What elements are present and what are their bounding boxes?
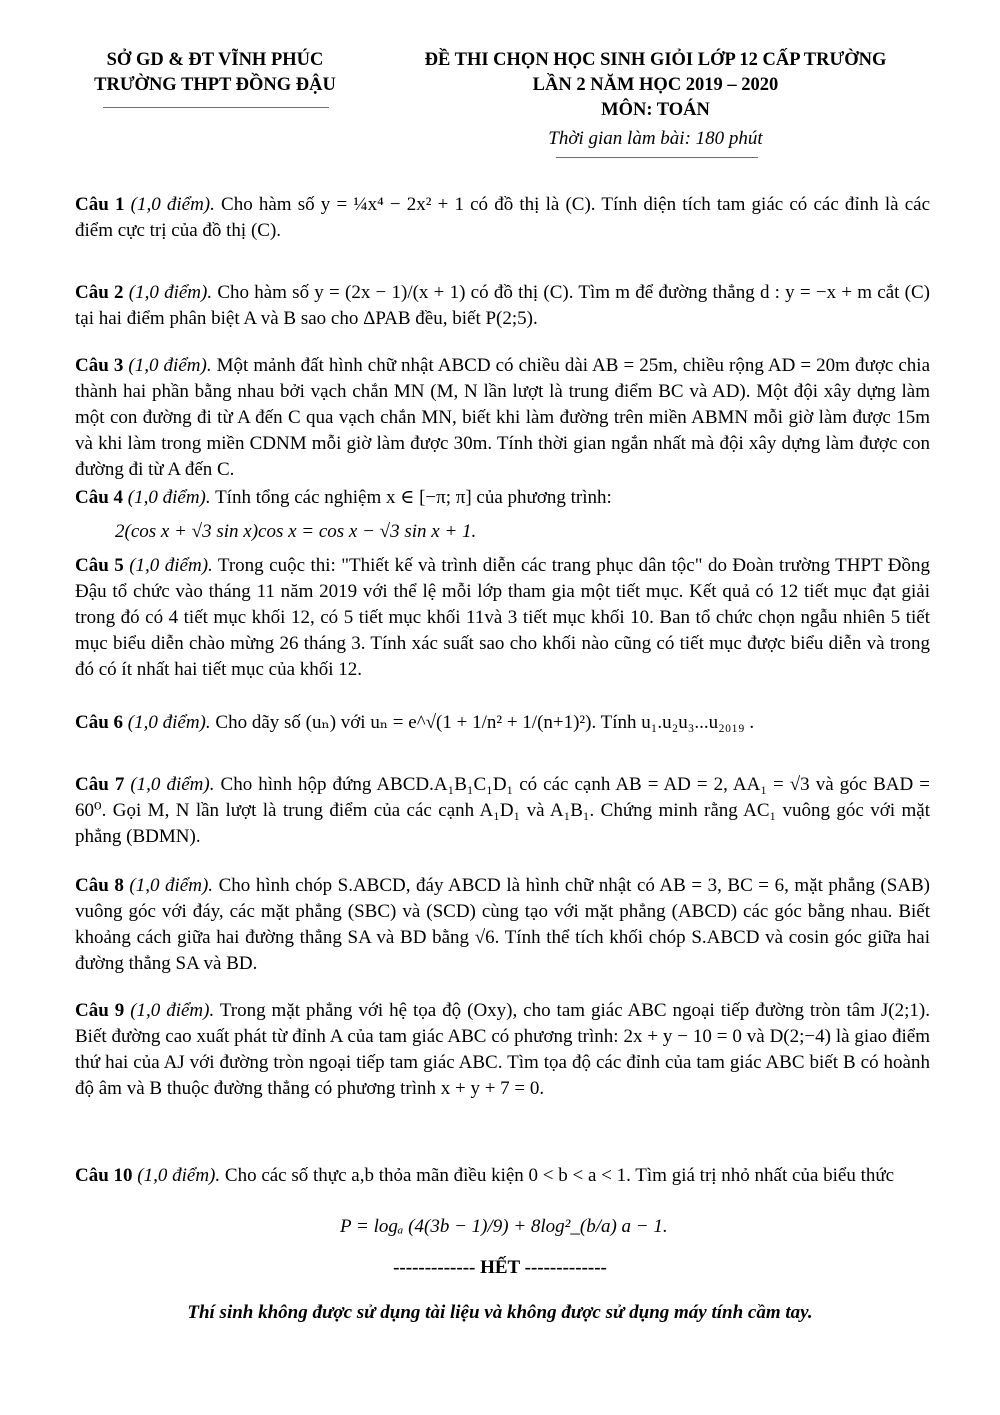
- question-label: Câu 7: [75, 774, 125, 795]
- question-text: Cho các số thực a,b thỏa mãn điều kiện 0 < b < a < 1. Tìm giá trị nhỏ nhất của biểu thức: [224, 1165, 895, 1186]
- question-label: Câu 9: [75, 1000, 125, 1021]
- question-4: [75, 485, 930, 511]
- question-points: (1,0 điểm).: [127, 712, 211, 733]
- department-name: SỞ GD & ĐT VĨNH PHÚC: [106, 50, 324, 70]
- question-8: [75, 873, 930, 977]
- header-left: [70, 48, 360, 98]
- question-points: (1,0 điểm).: [128, 282, 213, 303]
- header-right-underline: [556, 157, 758, 158]
- question-label: Câu 10: [75, 1165, 133, 1186]
- question-points: (1,0 điểm).: [130, 194, 215, 215]
- question-text: Tính tổng các nghiệm x ∈ [−π; π] của phương trình:: [215, 487, 612, 508]
- question-label: Câu 4: [75, 487, 124, 508]
- question-2: [75, 280, 930, 332]
- question-10: [75, 1163, 930, 1189]
- question-10-expression: P = logₐ (4(3b − 1)/9) + 8log²_(b/a) a − 1.: [340, 1216, 668, 1237]
- question-points: (1,0 điểm).: [130, 774, 215, 795]
- header-right: [378, 48, 933, 151]
- question-text: Cho hình hộp đứng ABCD.A₁B₁C₁D₁ có các cạnh AB = AD = 2, AA₁ = √3 và góc BAD = 60⁰. Gọi M, N lần lượt là trung điểm của các cạnh A₁D₁ và A₁B₁. Chứng minh rằng AC₁ vuông góc với mặt phẳng (BDMN).: [75, 774, 930, 847]
- question-text: Một mảnh đất hình chữ nhật ABCD có chiều dài AB = 25m, chiều rộng AD = 20m được chia thành hai phần bằng nhau bởi vạch chắn MN (M, N lần lượt là trung điểm BC và AD). Một đội xây dựng làm một con đường đi từ A đến C qua vạch chắn MN, biết khi làm đường trên miền ABMN mỗi giờ làm được 15m và khi làm trong miền CDNM mỗi giờ làm được 30m. Tính thời gian ngắn nhất mà đội xây dựng làm được con đường đi từ A đến C.: [75, 355, 930, 480]
- question-5: [75, 553, 930, 683]
- question-7: [75, 772, 930, 850]
- end-marker: ------------- HẾT -------------: [393, 1257, 607, 1278]
- question-points: (1,0 điểm).: [129, 555, 213, 576]
- question-label: Câu 8: [75, 875, 124, 896]
- school-name: TRƯỜNG THPT ĐỒNG ĐẬU: [94, 75, 336, 95]
- question-text: Trong cuộc thi: "Thiết kế và trình diễn các trang phục dân tộc" do Đoàn trường THPT Đồng Đậu tổ chức vào tháng 11 năm 2019 với thể lệ mỗi lớp tham gia một tiết mục. Kết quả có 12 tiết mục đạt giải trong đó có 4 tiết mục khối 12, có 5 tiết mục khối 11và 3 tiết mục khối 10. Ban tổ chức chọn ngẫu nhiên 5 tiết mục biểu diễn chào mừng 26 tháng 3. Tính xác suất sao cho khối nào cũng có tiết mục được biểu diễn và trong đó có ít nhất hai tiết mục của khối 12.: [75, 555, 930, 680]
- question-points: (1,0 điểm).: [130, 1000, 215, 1021]
- question-1: [75, 192, 930, 244]
- question-points: (1,0 điểm).: [127, 487, 211, 508]
- question-label: Câu 2: [75, 282, 124, 303]
- question-text: Cho hình chóp S.ABCD, đáy ABCD là hình chữ nhật có AB = 3, BC = 6, mặt phẳng (SAB) vuông góc với đáy, các mặt phẳng (SBC) và (SCD) cùng tạo với mặt phẳng (ABCD) các góc bằng nhau. Biết khoảng cách giữa hai đường thẳng SA và BD bằng √6. Tính thể tích khối chóp S.ABCD và cosin góc giữa hai đường thẳng SA và BD.: [75, 875, 931, 974]
- question-text: Cho hàm số y = ¼x⁴ − 2x² + 1 có đồ thị là (C). Tính diện tích tam giác có các đỉnh là các điểm cực trị của đồ thị (C).: [75, 194, 931, 241]
- footer-note: Thí sinh không được sử dụng tài liệu và không được sử dụng máy tính cầm tay.: [187, 1302, 813, 1323]
- question-label: Câu 5: [75, 555, 124, 576]
- question-label: Câu 6: [75, 712, 124, 733]
- question-label: Câu 3: [75, 355, 124, 376]
- question-points: (1,0 điểm).: [137, 1165, 221, 1186]
- question-6: [75, 710, 930, 736]
- question-4-equation: 2(cos x + √3 sin x)cos x = cos x − √3 sin x + 1.: [115, 521, 477, 542]
- question-text: Trong mặt phẳng với hệ tọa độ (Oxy), cho tam giác ABC ngoại tiếp đường tròn tâm J(2;1). Biết đường cao xuất phát từ đỉnh A của tam giác ABC có phương trình: 2x + y − 10 = 0 và D(2;−4) là giao điểm thứ hai của AJ với đường tròn ngoại tiếp tam giác ABC. Tìm tọa độ các đỉnh của tam giác ABC biết B có hoành độ âm và B thuộc đường thẳng có phương trình x + y + 7 = 0.: [75, 1000, 930, 1099]
- exam-duration: Thời gian làm bài: 180 phút: [548, 128, 763, 149]
- header-left-underline: [103, 107, 329, 108]
- question-text: Cho hàm số y = (2x − 1)/(x + 1) có đồ thị (C). Tìm m để đường thẳng d : y = −x + m cắt (C) tại hai điểm phân biệt A và B sao cho ΔPAB đều, biết P(2;5).: [75, 282, 930, 329]
- question-3: [75, 353, 930, 483]
- question-text: Cho dãy số (uₙ) với uₙ = e^√(1 + 1/n² + 1/(n+1)²). Tính u₁.u₂u₃...u₂₀₁₉ .: [215, 712, 755, 733]
- exam-title: ĐỀ THI CHỌN HỌC SINH GIỎI LỚP 12 CẤP TRƯỜNG: [424, 50, 887, 70]
- question-label: Câu 1: [75, 194, 125, 215]
- exam-round: LẦN 2 NĂM HỌC 2019 – 2020: [532, 75, 779, 95]
- exam-subject: MÔN: TOÁN: [601, 100, 710, 120]
- question-points: (1,0 điểm).: [128, 355, 212, 376]
- question-9: [75, 998, 930, 1102]
- question-points: (1,0 điểm).: [129, 875, 214, 896]
